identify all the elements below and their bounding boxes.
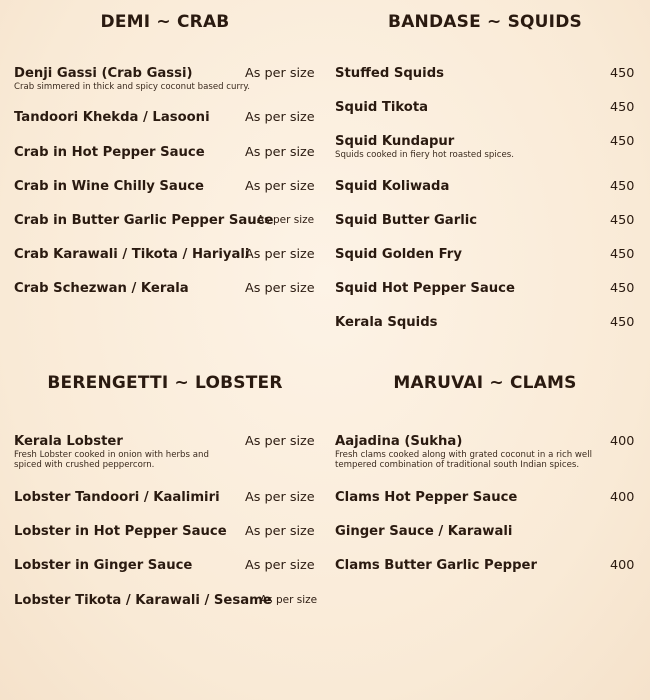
menu-item bbox=[14, 66, 314, 96]
item-name: Kerala Lobster bbox=[14, 434, 123, 449]
item-name: Stuffed Squids bbox=[335, 66, 444, 81]
item-name: Lobster in Hot Pepper Sauce bbox=[14, 524, 227, 539]
menu-item bbox=[14, 558, 314, 576]
menu-item bbox=[14, 247, 314, 265]
item-name: Lobster Tikota / Karawali / Sesame bbox=[14, 593, 272, 608]
item-price: 400 bbox=[610, 434, 635, 449]
item-name: Aajadina (Sukha) bbox=[335, 434, 463, 449]
item-price: As per size bbox=[257, 214, 315, 226]
menu-item bbox=[335, 134, 635, 164]
item-description: Fresh clams cooked along with grated coconut in a rich well tempered combination of traditional south Indian spices. bbox=[335, 450, 592, 470]
item-price: 450 bbox=[610, 100, 635, 115]
item-price: 450 bbox=[610, 247, 635, 262]
section-title-crab: DEMI ~ CRAB bbox=[100, 12, 230, 32]
item-price: 450 bbox=[610, 281, 635, 296]
menu-item bbox=[14, 213, 314, 231]
item-price: As per size bbox=[245, 145, 315, 160]
menu-item bbox=[14, 490, 314, 508]
item-name: Crab in Butter Garlic Pepper Sauce bbox=[14, 213, 274, 228]
item-name: Lobster Tandoori / Kaalimiri bbox=[14, 490, 220, 505]
item-name: Clams Butter Garlic Pepper bbox=[335, 558, 537, 573]
menu-item bbox=[335, 315, 635, 333]
menu-item bbox=[335, 179, 635, 197]
section-title-lobster: BERENGETTI ~ LOBSTER bbox=[47, 373, 283, 393]
item-price: As per size bbox=[245, 281, 315, 296]
menu-item bbox=[14, 524, 314, 542]
section-title-clams: MARUVAI ~ CLAMS bbox=[393, 373, 577, 393]
section-title-squids: BANDASE ~ SQUIDS bbox=[388, 12, 582, 32]
item-name: Squid Golden Fry bbox=[335, 247, 462, 262]
item-price: As per size bbox=[245, 110, 315, 125]
item-price: As per size bbox=[245, 66, 315, 81]
menu-item bbox=[14, 110, 314, 128]
item-name: Tandoori Khekda / Lasooni bbox=[14, 110, 210, 125]
item-price: 450 bbox=[610, 213, 635, 228]
item-price: 450 bbox=[610, 134, 635, 149]
menu-item bbox=[14, 281, 314, 299]
menu-item bbox=[335, 247, 635, 265]
item-description: Crab simmered in thick and spicy coconut based curry. bbox=[14, 82, 250, 92]
menu-item bbox=[335, 213, 635, 231]
menu-item bbox=[14, 145, 314, 163]
item-name: Squid Kundapur bbox=[335, 134, 455, 149]
menu-item bbox=[335, 558, 635, 576]
menu-item bbox=[14, 434, 314, 474]
menu-item bbox=[14, 179, 314, 197]
item-price: 400 bbox=[610, 490, 635, 505]
item-name: Crab Schezwan / Kerala bbox=[14, 281, 189, 296]
menu-item bbox=[335, 524, 635, 542]
item-name: Crab in Hot Pepper Sauce bbox=[14, 145, 205, 160]
item-price: 450 bbox=[610, 66, 635, 81]
item-price: 450 bbox=[610, 179, 635, 194]
item-name: Squid Koliwada bbox=[335, 179, 450, 194]
menu-item bbox=[335, 490, 635, 508]
item-name: Lobster in Ginger Sauce bbox=[14, 558, 193, 573]
item-price: 400 bbox=[610, 558, 635, 573]
item-price: As per size bbox=[245, 490, 315, 505]
item-price: As per size bbox=[245, 558, 315, 573]
menu-item bbox=[335, 434, 635, 474]
item-price: As per size bbox=[245, 524, 315, 539]
item-price: As per size bbox=[245, 179, 315, 194]
menu-item bbox=[14, 593, 319, 611]
item-name: Kerala Squids bbox=[335, 315, 438, 330]
item-price: 450 bbox=[610, 315, 635, 330]
item-name: Squid Butter Garlic bbox=[335, 213, 478, 228]
item-description: Fresh Lobster cooked in onion with herbs and spiced with crushed peppercorn. bbox=[14, 450, 209, 470]
item-name: Crab in Wine Chilly Sauce bbox=[14, 179, 204, 194]
item-price: As per size bbox=[245, 247, 315, 262]
item-name: Crab Karawali / Tikota / Hariyali bbox=[14, 247, 250, 262]
item-name: Squid Tikota bbox=[335, 100, 429, 115]
menu-item bbox=[335, 281, 635, 299]
item-price: As per size bbox=[260, 594, 318, 606]
item-name: Denji Gassi (Crab Gassi) bbox=[14, 66, 193, 81]
item-name: Squid Hot Pepper Sauce bbox=[335, 281, 515, 296]
item-description: Squids cooked in fiery hot roasted spices. bbox=[335, 150, 514, 160]
menu-item bbox=[335, 66, 635, 84]
item-price: As per size bbox=[245, 434, 315, 449]
menu-item bbox=[335, 100, 635, 118]
item-name: Clams Hot Pepper Sauce bbox=[335, 490, 518, 505]
item-name: Ginger Sauce / Karawali bbox=[335, 524, 513, 539]
